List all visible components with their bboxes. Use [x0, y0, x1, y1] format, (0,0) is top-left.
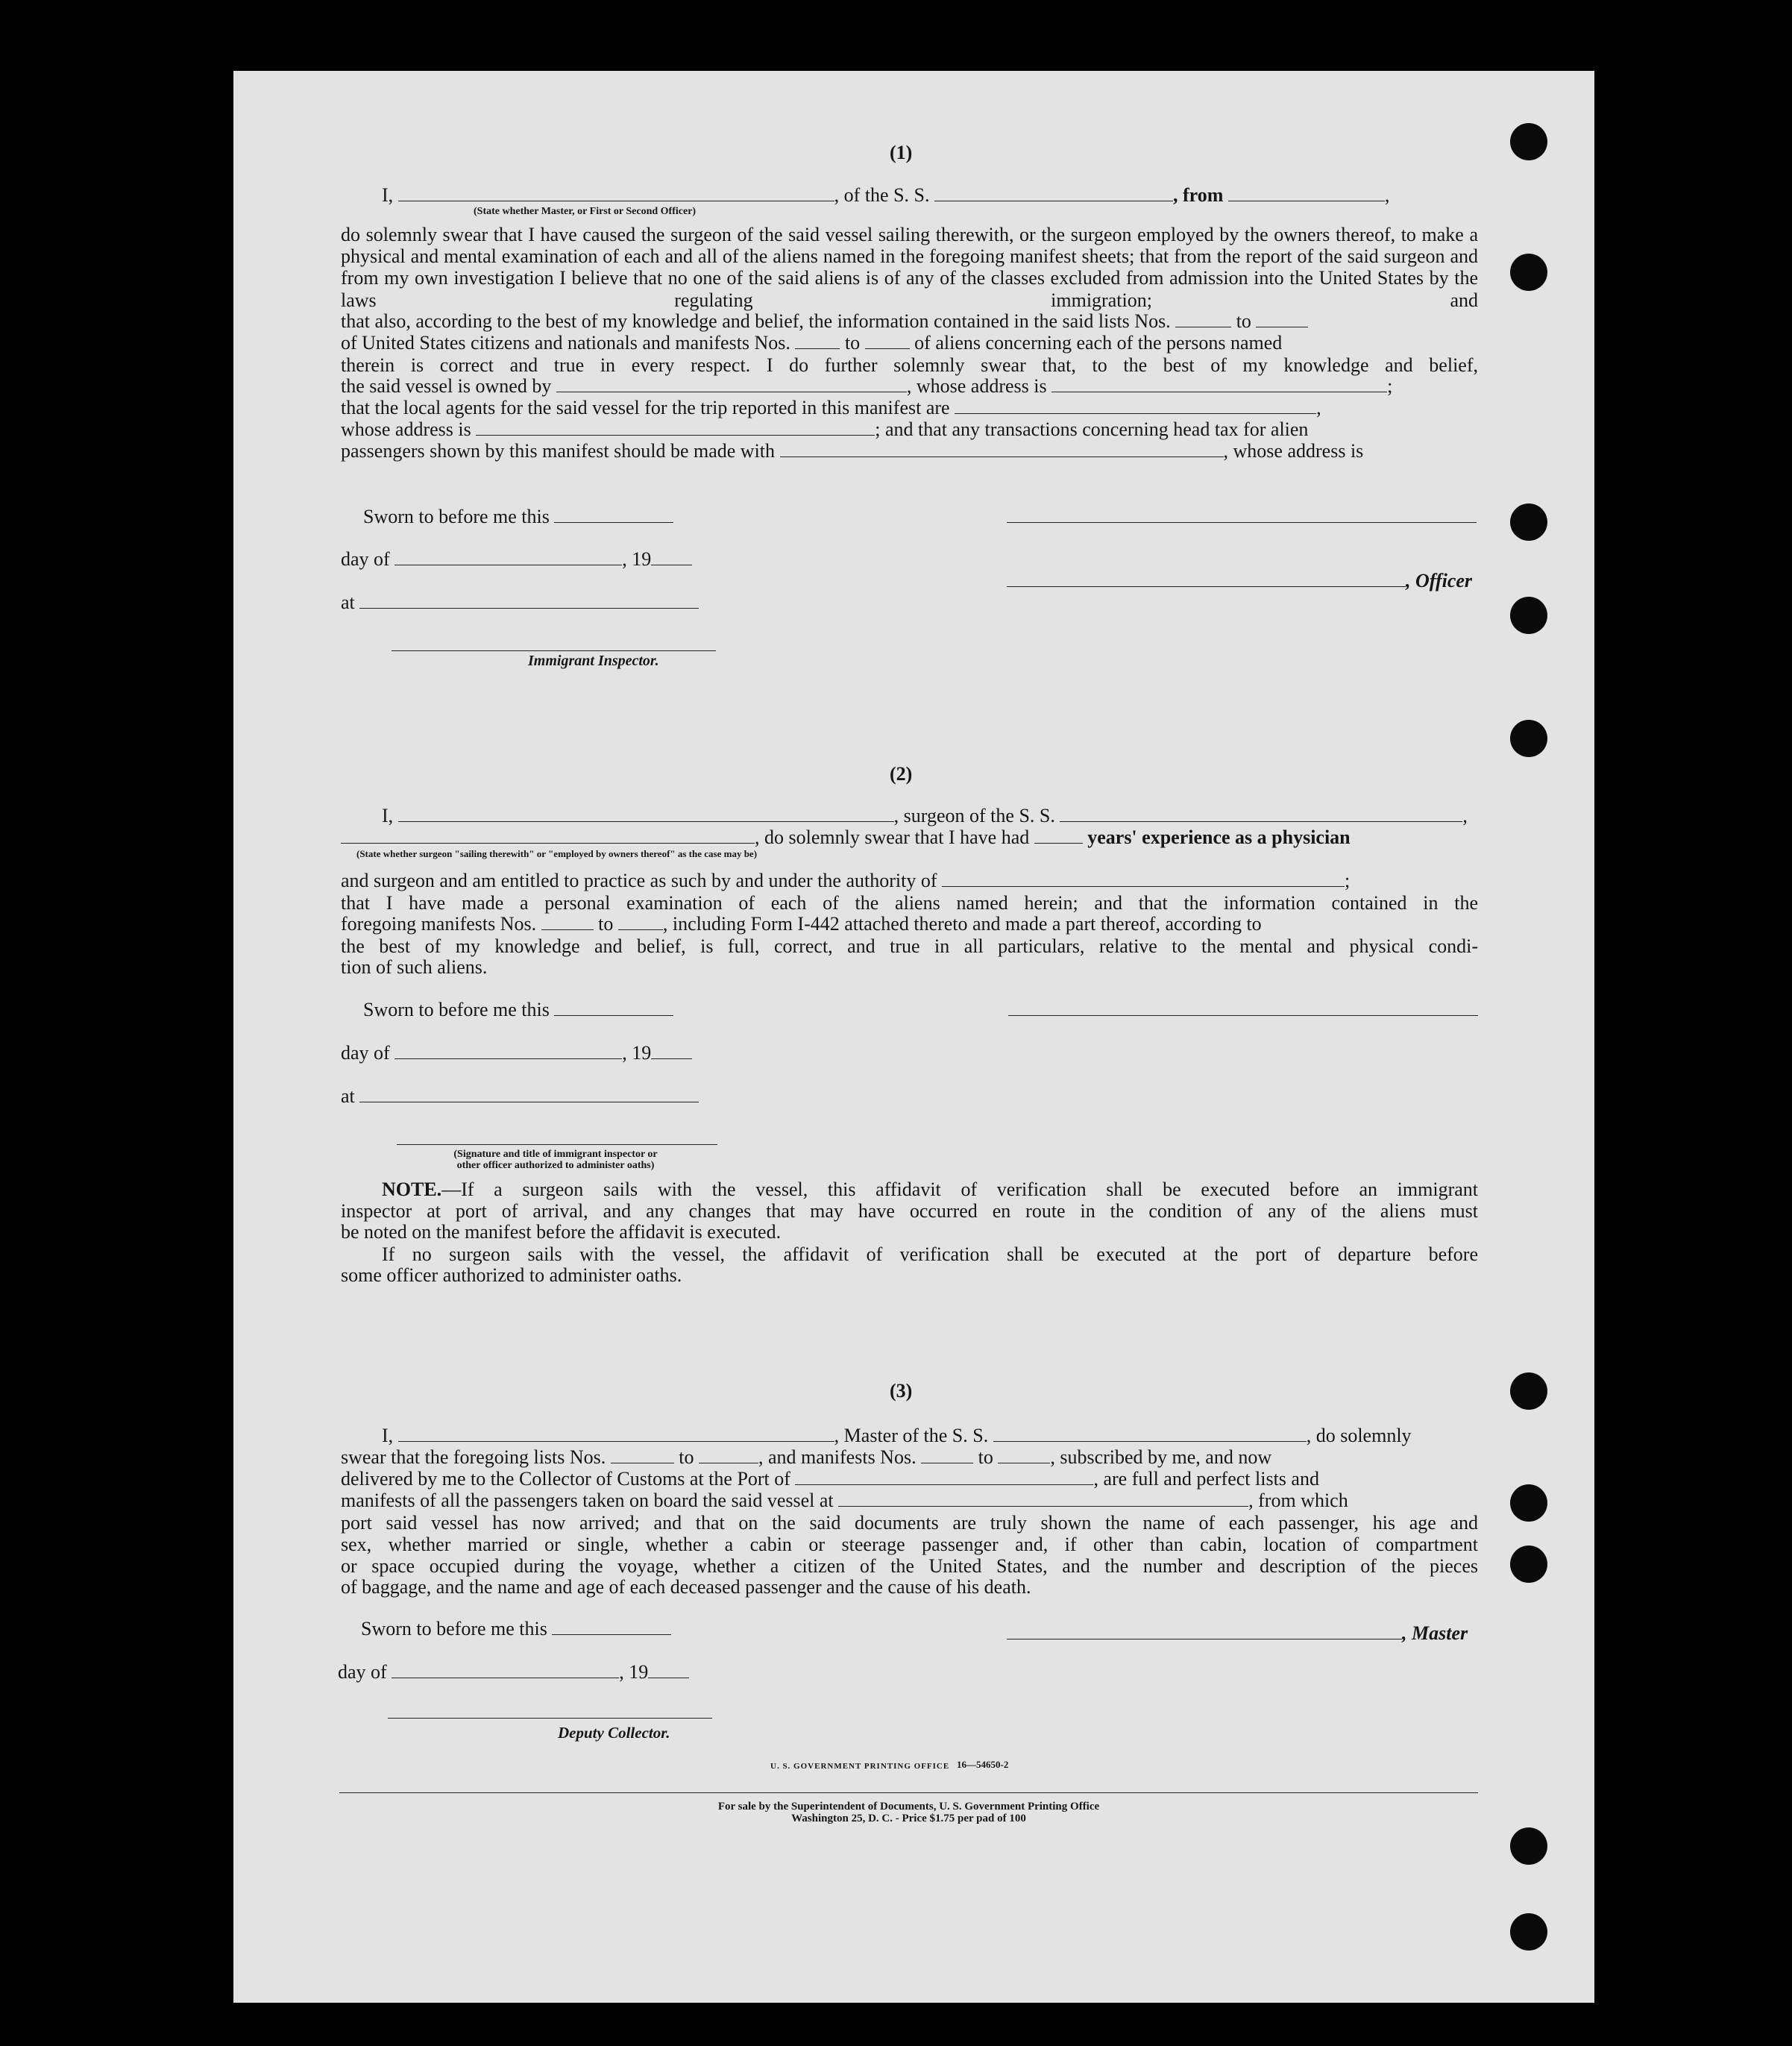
s1-line-lists: that also, according to the best of my knowledge and belief, the information contained in the said lists Nos. to: [341, 311, 1308, 332]
s3-manifests-from-field[interactable]: [921, 1452, 973, 1463]
punch-hole: [1510, 720, 1547, 757]
s2-vessel-field[interactable]: [1060, 811, 1462, 822]
owner-field[interactable]: [556, 381, 907, 392]
note-line-1: NOTE.—If a surgeon sails with the vessel, this affidavit of verification shall be executed before an immigrant: [382, 1179, 1478, 1200]
s1-sworn-date-field[interactable]: [554, 512, 673, 523]
s1-line-passengers: passengers shown by this manifest should be made with , whose address is: [341, 440, 1364, 462]
s1-line-head-tax: whose address is ; and that any transactions concerning head tax for alien: [341, 418, 1309, 440]
punch-hole: [1510, 1827, 1547, 1865]
owner-address-field[interactable]: [1051, 381, 1387, 392]
s1-line-owned: the said vessel is owned by , whose address is ;: [341, 375, 1393, 397]
punch-hole: [1510, 254, 1547, 291]
s1-year-field[interactable]: [651, 554, 692, 565]
s2-place-field[interactable]: [359, 1091, 699, 1102]
agents-field[interactable]: [955, 403, 1316, 414]
s3-line-5: port said vessel has now arrived; and that on the said documents are truly shown the name of each passenger, his age and: [341, 1512, 1478, 1534]
punch-hole: [1510, 597, 1547, 634]
s2-manifests-to-field[interactable]: [618, 919, 663, 930]
punch-hole: [1510, 123, 1547, 160]
s3-line-7: or space occupied during the voyage, whether a citizen of the United States, and the number and description of the pieces: [341, 1555, 1478, 1577]
punch-hole: [1510, 1484, 1547, 1522]
s1-line-manifests: of United States citizens and nationals and manifests Nos. to of aliens concerning each of the persons named: [341, 332, 1283, 354]
form-number: 16—54650-2: [957, 1759, 1009, 1770]
s2-line-belief: the best of my knowledge and belief, is full, correct, and true in all particulars, relative to the mental and physical condi-: [341, 935, 1478, 957]
s3-lists-to-field[interactable]: [699, 1452, 758, 1463]
punch-hole: [1510, 503, 1547, 541]
s1-officer-line: , Officer: [1007, 571, 1472, 591]
gpo-imprint: U. S. GOVERNMENT PRINTING OFFICE: [770, 1762, 950, 1771]
s1-place-field[interactable]: [359, 597, 699, 609]
s2-declarant-line: I, , surgeon of the S. S. ,: [382, 805, 1468, 826]
sale-notice-1: For sale by the Superintendent of Documents, U. S. Government Printing Office: [717, 1801, 1100, 1813]
deputy-collector-caption: Deputy Collector.: [558, 1724, 670, 1742]
state-officer-caption: (State whether Master, or First or Second Officer): [474, 206, 697, 217]
footer-divider: [339, 1792, 1478, 1793]
s2-experience-line: , do solemnly swear that I have had years' experience as a physician: [341, 827, 1351, 848]
s1-declarant-line: I, , of the S. S. , from ,: [382, 184, 1390, 206]
s2-inspector-signature-line[interactable]: [397, 1144, 717, 1145]
master-signature-field[interactable]: [1007, 1628, 1402, 1639]
section-3-heading: (3): [890, 1380, 913, 1402]
s1-sworn-line: Sworn to before me this: [363, 506, 673, 527]
agents-address-field[interactable]: [476, 424, 875, 436]
s1-line-agents: that the local agents for the said vessel for the trip reported in this manifest are ,: [341, 397, 1321, 418]
head-tax-contact-field[interactable]: [780, 446, 1224, 457]
s1-oath-paragraph: do solemnly swear that I have caused the surgeon of the said vessel sailing therewith, or the surgeon employed by the owners thereof, to make a physical and mental examination of each and all of the aliens named in the foregoing manifest sheets; that from the report of the said surgeon and from my own investigation I believe that no one of the said aliens is of any of the classes excluded from admission into the United States by the laws regulating immigration; and: [341, 224, 1478, 311]
master-name-field[interactable]: [398, 1431, 834, 1442]
s3-year-field[interactable]: [648, 1667, 689, 1678]
officer-name-field[interactable]: [398, 190, 834, 201]
punch-hole: [1510, 1372, 1547, 1410]
s1-at-line: at: [341, 592, 699, 613]
s3-day-field[interactable]: [392, 1667, 619, 1678]
s3-declarant-line: I, , Master of the S. S. , do solemnly: [382, 1425, 1412, 1446]
note-line-4: If no surgeon sails with the vessel, the affidavit of verification shall be executed at the port of departure before: [382, 1243, 1478, 1265]
section-1-heading: (1): [890, 142, 913, 163]
vessel-name-field[interactable]: [934, 190, 1173, 201]
s3-taken-line: manifests of all the passengers taken on board the said vessel at , from which: [341, 1490, 1348, 1511]
authority-field[interactable]: [942, 876, 1345, 887]
s3-collector-line: delivered by me to the Collector of Customs at the Port of , are full and perfect lists and: [341, 1468, 1319, 1490]
s2-year-field[interactable]: [651, 1048, 692, 1059]
s3-sworn-date-field[interactable]: [552, 1624, 671, 1635]
surgeon-status-caption: (State whether surgeon "sailing therewith" or "employed by owners thereof" as the case may be): [356, 848, 758, 859]
s3-lists-line: swear that the foregoing lists Nos. to , and manifests Nos. to , subscribed by me, and now: [341, 1446, 1272, 1468]
sig-caption-line-1: (Signature and title of immigrant inspector or: [453, 1149, 658, 1160]
from-port-field[interactable]: [1228, 190, 1385, 201]
s2-day-field[interactable]: [394, 1048, 622, 1059]
s1-day-field[interactable]: [394, 554, 622, 565]
s2-manifests-line: foregoing manifests Nos. to , including Form I-442 attached thereto and made a part thereof, according to: [341, 913, 1262, 935]
surgeon-status-field[interactable]: [341, 832, 755, 844]
s3-sworn-line: Sworn to before me this: [361, 1619, 671, 1639]
sig-caption-line-2: other officer authorized to administer oaths): [456, 1160, 655, 1171]
deputy-collector-signature-line[interactable]: [388, 1718, 712, 1719]
surgeon-name-field[interactable]: [398, 811, 894, 822]
s1-line-correct: therein is correct and true in every respect. I do further solemnly swear that, to the best of my knowledge and belief,: [341, 354, 1478, 376]
s2-sworn-line: Sworn to before me this: [363, 1000, 673, 1020]
note-line-2: inspector at port of arrival, and any changes that may have occurred en route in the condition of any of the aliens must: [341, 1200, 1478, 1222]
s1-inspector-signature-line[interactable]: [392, 650, 716, 651]
s2-sworn-date-field[interactable]: [554, 1005, 673, 1016]
s2-authority-line: and surgeon and am entitled to practice as such by and under the authority of ;: [341, 870, 1351, 891]
s2-surgeon-signature-line[interactable]: [1008, 1015, 1478, 1016]
s3-line-8: of baggage, and the name and age of each deceased passenger and the cause of his death.: [341, 1576, 1031, 1598]
lists-to-field[interactable]: [1256, 316, 1308, 327]
note-line-3: be noted on the manifest before the affidavit is executed.: [341, 1221, 782, 1243]
s1-day-line: day of , 19: [341, 549, 692, 570]
s2-at-line: at: [341, 1086, 699, 1107]
manifests-from-field[interactable]: [795, 338, 840, 349]
s3-vessel-field[interactable]: [993, 1431, 1307, 1442]
port-of-departure-field[interactable]: [838, 1496, 1248, 1507]
s1-officer-signature-line[interactable]: [1007, 522, 1477, 523]
punch-hole: [1510, 1913, 1547, 1951]
s3-master-signature-line: , Master: [1007, 1623, 1468, 1644]
s2-line-tion: tion of such aliens.: [341, 956, 488, 978]
note-line-5: some officer authorized to administer oaths.: [341, 1264, 682, 1286]
immigrant-inspector-caption: Immigrant Inspector.: [528, 653, 659, 669]
lists-from-field[interactable]: [1175, 316, 1231, 327]
punch-hole: [1510, 1546, 1547, 1583]
s3-line-6: sex, whether married or single, whether a cabin or steerage passenger and, if other than cabin, location of compartment: [341, 1534, 1478, 1555]
s1-officer-title-field[interactable]: [1007, 576, 1406, 587]
s2-manifests-from-field[interactable]: [541, 919, 594, 930]
s2-day-line: day of , 19: [341, 1043, 692, 1064]
port-of-arrival-field[interactable]: [795, 1474, 1093, 1485]
sale-notice-2: Washington 25, D. C. - Price $1.75 per pad of 100: [791, 1813, 1026, 1824]
s3-day-line: day of , 19: [338, 1662, 689, 1683]
manifests-to-field[interactable]: [865, 338, 910, 349]
s3-manifests-to-field[interactable]: [998, 1452, 1050, 1463]
section-2-heading: (2): [890, 763, 913, 785]
s2-line-examination: that I have made a personal examination of each of the aliens named herein; and that the information contained in the: [341, 892, 1478, 914]
years-experience-field[interactable]: [1034, 832, 1083, 844]
s3-lists-from-field[interactable]: [611, 1452, 674, 1463]
